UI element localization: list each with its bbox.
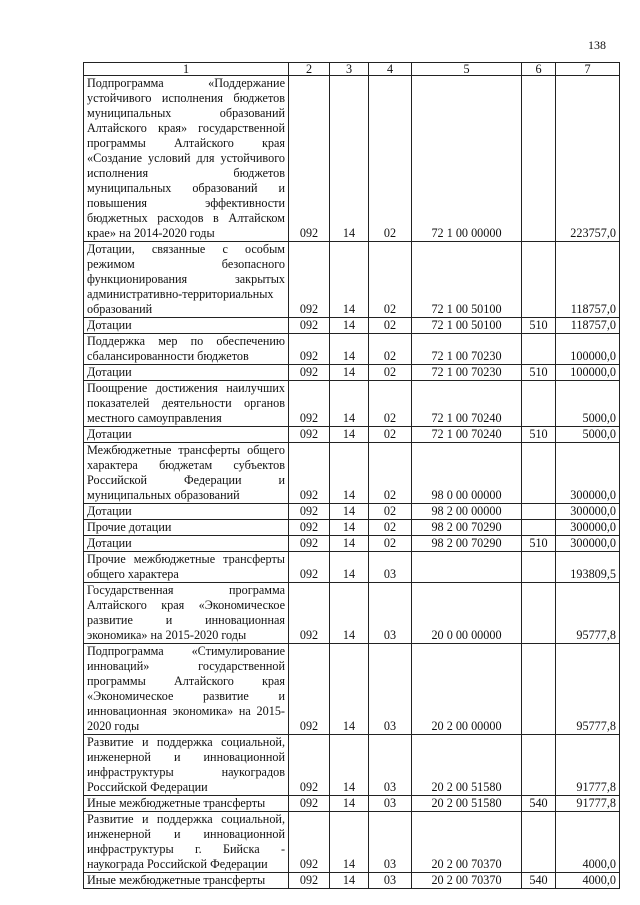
row-target-article: 72 1 00 00000 bbox=[412, 76, 522, 242]
header-col-3: 3 bbox=[330, 63, 369, 76]
row-name: Межбюджетные трансферты общего характера бюджетам субъектов Российской Федерации и муниципальных образований bbox=[84, 443, 289, 504]
row-amount: 5000,0 bbox=[556, 381, 620, 427]
row-expense-type bbox=[522, 334, 556, 365]
row-section-code: 14 bbox=[330, 536, 369, 552]
row-amount: 4000,0 bbox=[556, 812, 620, 873]
row-target-article: 98 2 00 00000 bbox=[412, 504, 522, 520]
row-ved-code: 092 bbox=[289, 644, 330, 735]
row-expense-type: 510 bbox=[522, 365, 556, 381]
row-target-article: 72 1 00 70240 bbox=[412, 381, 522, 427]
row-ved-code: 092 bbox=[289, 381, 330, 427]
row-target-article: 20 2 00 00000 bbox=[412, 644, 522, 735]
row-section-code: 14 bbox=[330, 735, 369, 796]
budget-table bbox=[83, 62, 620, 889]
row-section-code: 14 bbox=[330, 76, 369, 242]
row-name: Дотации, связанные с особым режимом безопасного функционирования закрытых административно-территориальных образований bbox=[84, 242, 289, 318]
table-row bbox=[84, 796, 620, 812]
row-expense-type bbox=[522, 76, 556, 242]
row-target-article: 98 0 00 00000 bbox=[412, 443, 522, 504]
row-subsection-code: 03 bbox=[369, 735, 412, 796]
row-subsection-code: 03 bbox=[369, 873, 412, 889]
row-name: Иные межбюджетные трансферты bbox=[84, 873, 289, 889]
row-target-article: 98 2 00 70290 bbox=[412, 520, 522, 536]
row-amount: 95777,8 bbox=[556, 583, 620, 644]
table-row bbox=[84, 873, 620, 889]
table-row bbox=[84, 504, 620, 520]
row-section-code: 14 bbox=[330, 644, 369, 735]
row-ved-code: 092 bbox=[289, 76, 330, 242]
row-name: Подпрограмма «Стимулирование инноваций» государственной программы Алтайского края «Экономическое развитие и инновационная экономика» на 2015-2020 годы bbox=[84, 644, 289, 735]
row-target-article: 20 0 00 00000 bbox=[412, 583, 522, 644]
row-section-code: 14 bbox=[330, 334, 369, 365]
row-target-article: 98 2 00 70290 bbox=[412, 536, 522, 552]
table-row bbox=[84, 365, 620, 381]
row-section-code: 14 bbox=[330, 443, 369, 504]
row-ved-code: 092 bbox=[289, 552, 330, 583]
row-subsection-code: 02 bbox=[369, 334, 412, 365]
row-section-code: 14 bbox=[330, 583, 369, 644]
row-subsection-code: 02 bbox=[369, 381, 412, 427]
row-amount: 118757,0 bbox=[556, 242, 620, 318]
row-subsection-code: 02 bbox=[369, 536, 412, 552]
row-amount: 5000,0 bbox=[556, 427, 620, 443]
row-amount: 91777,8 bbox=[556, 796, 620, 812]
row-section-code: 14 bbox=[330, 365, 369, 381]
row-subsection-code: 03 bbox=[369, 812, 412, 873]
row-ved-code: 092 bbox=[289, 520, 330, 536]
row-target-article bbox=[412, 552, 522, 583]
row-expense-type: 510 bbox=[522, 318, 556, 334]
row-target-article: 20 2 00 51580 bbox=[412, 796, 522, 812]
row-target-article: 20 2 00 70370 bbox=[412, 812, 522, 873]
row-section-code: 14 bbox=[330, 318, 369, 334]
row-amount: 95777,8 bbox=[556, 644, 620, 735]
row-expense-type: 540 bbox=[522, 796, 556, 812]
row-section-code: 14 bbox=[330, 427, 369, 443]
row-section-code: 14 bbox=[330, 504, 369, 520]
table-row bbox=[84, 443, 620, 504]
row-expense-type bbox=[522, 812, 556, 873]
table-row bbox=[84, 552, 620, 583]
row-expense-type bbox=[522, 583, 556, 644]
table-row bbox=[84, 318, 620, 334]
row-name: Прочие дотации bbox=[84, 520, 289, 536]
row-expense-type bbox=[522, 381, 556, 427]
row-amount: 4000,0 bbox=[556, 873, 620, 889]
table-row bbox=[84, 812, 620, 873]
row-expense-type: 510 bbox=[522, 427, 556, 443]
row-amount: 100000,0 bbox=[556, 365, 620, 381]
row-expense-type bbox=[522, 242, 556, 318]
row-target-article: 72 1 00 50100 bbox=[412, 242, 522, 318]
row-expense-type bbox=[522, 520, 556, 536]
row-ved-code: 092 bbox=[289, 334, 330, 365]
table-row bbox=[84, 334, 620, 365]
table-row bbox=[84, 427, 620, 443]
header-col-1: 1 bbox=[84, 63, 289, 76]
row-target-article: 72 1 00 70240 bbox=[412, 427, 522, 443]
row-expense-type bbox=[522, 644, 556, 735]
row-ved-code: 092 bbox=[289, 796, 330, 812]
row-target-article: 72 1 00 70230 bbox=[412, 365, 522, 381]
row-expense-type bbox=[522, 552, 556, 583]
row-ved-code: 092 bbox=[289, 536, 330, 552]
row-name: Подпрограмма «Поддержание устойчивого исполнения бюджетов муниципальных образований Алтайского края» государственной программы Алтайского края «Создание условий для устойчивого исполнения бюджетов муниципальных образований и повышения эффективности бюджетных расходов в Алтайском крае» на 2014-2020 годы bbox=[84, 76, 289, 242]
page-number: 138 bbox=[588, 38, 606, 52]
row-ved-code: 092 bbox=[289, 504, 330, 520]
row-name: Дотации bbox=[84, 318, 289, 334]
row-section-code: 14 bbox=[330, 873, 369, 889]
row-name: Дотации bbox=[84, 365, 289, 381]
row-amount: 300000,0 bbox=[556, 504, 620, 520]
row-ved-code: 092 bbox=[289, 427, 330, 443]
row-subsection-code: 03 bbox=[369, 796, 412, 812]
row-expense-type: 540 bbox=[522, 873, 556, 889]
header-col-5: 5 bbox=[412, 63, 522, 76]
row-section-code: 14 bbox=[330, 520, 369, 536]
row-target-article: 72 1 00 50100 bbox=[412, 318, 522, 334]
row-subsection-code: 03 bbox=[369, 644, 412, 735]
row-subsection-code: 02 bbox=[369, 318, 412, 334]
header-row bbox=[84, 63, 620, 76]
row-subsection-code: 02 bbox=[369, 504, 412, 520]
row-subsection-code: 03 bbox=[369, 552, 412, 583]
row-ved-code: 092 bbox=[289, 735, 330, 796]
row-section-code: 14 bbox=[330, 796, 369, 812]
row-subsection-code: 02 bbox=[369, 520, 412, 536]
row-subsection-code: 03 bbox=[369, 583, 412, 644]
table-row bbox=[84, 735, 620, 796]
row-section-code: 14 bbox=[330, 242, 369, 318]
header-col-7: 7 bbox=[556, 63, 620, 76]
row-target-article: 20 2 00 51580 bbox=[412, 735, 522, 796]
header-col-6: 6 bbox=[522, 63, 556, 76]
row-name: Государственная программа Алтайского края «Экономическое развитие и инновационная экономика» на 2015-2020 годы bbox=[84, 583, 289, 644]
row-amount: 118757,0 bbox=[556, 318, 620, 334]
table-row bbox=[84, 381, 620, 427]
row-amount: 193809,5 bbox=[556, 552, 620, 583]
row-amount: 100000,0 bbox=[556, 334, 620, 365]
row-ved-code: 092 bbox=[289, 318, 330, 334]
row-amount: 91777,8 bbox=[556, 735, 620, 796]
row-name: Дотации bbox=[84, 504, 289, 520]
row-ved-code: 092 bbox=[289, 812, 330, 873]
row-subsection-code: 02 bbox=[369, 427, 412, 443]
row-amount: 223757,0 bbox=[556, 76, 620, 242]
row-target-article: 72 1 00 70230 bbox=[412, 334, 522, 365]
table-row bbox=[84, 536, 620, 552]
row-section-code: 14 bbox=[330, 812, 369, 873]
table-row bbox=[84, 76, 620, 242]
table-row bbox=[84, 583, 620, 644]
row-name: Развитие и поддержка социальной, инженерной и инновационной инфраструктуры наукоградов Российской Федерации bbox=[84, 735, 289, 796]
row-section-code: 14 bbox=[330, 381, 369, 427]
row-name: Развитие и поддержка социальной, инженерной и инновационной инфраструктуры г. Бийска - наукограда Российской Федерации bbox=[84, 812, 289, 873]
row-expense-type: 510 bbox=[522, 536, 556, 552]
row-subsection-code: 02 bbox=[369, 443, 412, 504]
row-ved-code: 092 bbox=[289, 365, 330, 381]
header-col-4: 4 bbox=[369, 63, 412, 76]
header-col-2: 2 bbox=[289, 63, 330, 76]
row-name: Поддержка мер по обеспечению сбалансированности бюджетов bbox=[84, 334, 289, 365]
table-row bbox=[84, 520, 620, 536]
row-ved-code: 092 bbox=[289, 443, 330, 504]
row-expense-type bbox=[522, 443, 556, 504]
row-name: Дотации bbox=[84, 427, 289, 443]
row-amount: 300000,0 bbox=[556, 536, 620, 552]
row-amount: 300000,0 bbox=[556, 520, 620, 536]
table-row bbox=[84, 242, 620, 318]
row-expense-type bbox=[522, 504, 556, 520]
row-ved-code: 092 bbox=[289, 873, 330, 889]
row-name: Поощрение достижения наилучших показателей деятельности органов местного самоуправления bbox=[84, 381, 289, 427]
row-ved-code: 092 bbox=[289, 242, 330, 318]
row-section-code: 14 bbox=[330, 552, 369, 583]
row-name: Иные межбюджетные трансферты bbox=[84, 796, 289, 812]
row-name: Дотации bbox=[84, 536, 289, 552]
row-ved-code: 092 bbox=[289, 583, 330, 644]
row-amount: 300000,0 bbox=[556, 443, 620, 504]
row-expense-type bbox=[522, 735, 556, 796]
table-row bbox=[84, 644, 620, 735]
row-target-article: 20 2 00 70370 bbox=[412, 873, 522, 889]
table-body bbox=[84, 76, 620, 889]
row-subsection-code: 02 bbox=[369, 365, 412, 381]
row-name: Прочие межбюджетные трансферты общего характера bbox=[84, 552, 289, 583]
row-subsection-code: 02 bbox=[369, 242, 412, 318]
row-subsection-code: 02 bbox=[369, 76, 412, 242]
